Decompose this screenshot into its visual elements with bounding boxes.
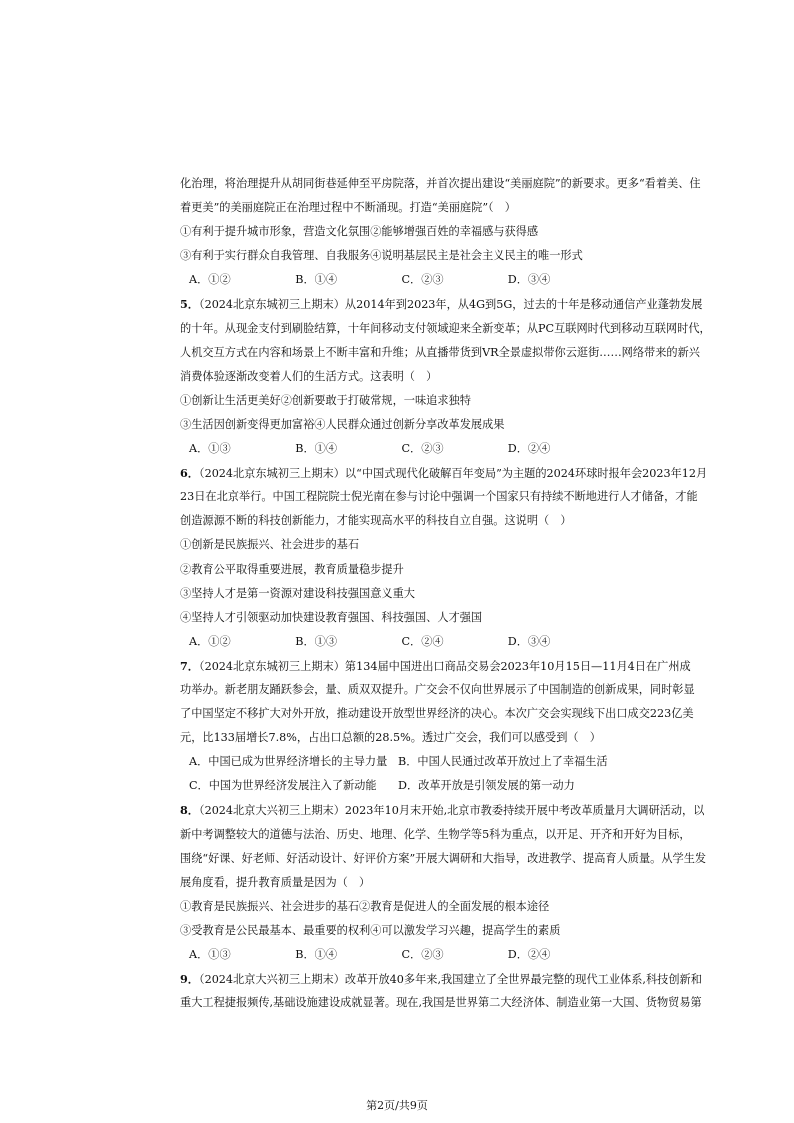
question-4-continuation xyxy=(180,172,701,292)
text-line: 23日在北京举行。中国工程院院士倪光南在参与讨论中强调一个国家只有持续不断地进行人才储备，才能 xyxy=(180,490,698,504)
text-line: 功举办。新老朋友踊跃参会，量、质双双提升。广交会不仅向世界展示了中国制造的创新成果，同时彰显 xyxy=(180,682,695,696)
option-d: D．③④ xyxy=(507,634,551,648)
answer-options xyxy=(180,943,614,967)
question-stem: （2024北京东城初三上期末）从2014年到2023年，从4G到5G，过去的十年是移动通信产业蓬勃发展 xyxy=(198,298,703,312)
text-line: 围绕“好课、好老师、好活动设计、好评价方案”开展大调研和大指导，改进教学、提高育人质量。从学生发 xyxy=(180,851,707,865)
text-line: 元，比133届增长7.8%，占出口总额的28.5%。透过广交会，我们可以感受到（ ） xyxy=(180,731,601,745)
option-a: A．①③ xyxy=(189,442,231,456)
question-number: 6． xyxy=(180,466,199,481)
text-line: ③有利于实行群众自我管理、自我服务④说明基层民主是社会主义民主的唯一形式 xyxy=(180,249,583,263)
option-b: B．①③ xyxy=(295,634,338,648)
option-c: C．②③ xyxy=(401,273,444,287)
text-line xyxy=(180,461,708,485)
option-d: D．②④ xyxy=(507,948,551,961)
option-a: A．①③ xyxy=(189,948,231,961)
text-line: 新中考调整较大的道德与法治、历史、地理、化学、生物学等5科为重点，以开足、开齐和开好为目标， xyxy=(180,827,691,841)
question-number: 8． xyxy=(180,803,199,818)
answer-options xyxy=(180,268,614,292)
text-line: 展角度看，提升教育质量是因为（ ） xyxy=(180,875,371,889)
text-line: 着更美”的美丽庭院正在治理过程中不断涌现。打造“美丽庭院”（ ） xyxy=(180,201,516,215)
text-line xyxy=(180,967,702,991)
text-line: 消费体验逐渐改变着人们的生活方式。这表明（ ） xyxy=(180,369,438,383)
question-stem: （2024北京东城初三上期末）第134届中国进出口商品交易会2023年10月15日—11月4日在广州成 xyxy=(198,659,691,673)
option-d: D．③④ xyxy=(507,273,551,287)
text-line: ②教育公平取得重要进展，教育质量稳步提升 xyxy=(180,562,404,576)
answer-options-row-1 xyxy=(180,750,614,774)
question-9 xyxy=(180,967,702,1015)
text-line: 的十年。从现金支付到刷脸结算，十年间移动支付领域迎来全新变革；从PC互联网时代到移动互联网时代， xyxy=(180,321,711,335)
text-line: 了中国坚定不移扩大对外开放，推动建设开放型世界经济的决心。本次广交会实现线下出口成交223亿美 xyxy=(180,707,694,721)
answer-options xyxy=(180,630,614,654)
question-number: 9． xyxy=(180,972,199,987)
text-line: ④坚持人才引领驱动加快建设教育强国、科技强国、人才强国 xyxy=(180,610,483,624)
text-line: 化治理，将治理提升从胡同街巷延伸至平房院落，并首次提出建设“美丽庭院”的新要求。更多“看着美、住 xyxy=(180,177,701,190)
text-line: ③坚持人才是第一资源对建设科技强国意义重大 xyxy=(180,586,415,600)
text-line: 人机交互方式在内容和场景上不断丰富和升维；从直播带货到VR全景虚拟带你云逛街……网络带来的新兴 xyxy=(180,345,700,359)
option-b: B．①④ xyxy=(295,948,338,961)
question-8 xyxy=(180,798,707,967)
option-a: A．中国已成为世界经济增长的主导力量 xyxy=(189,755,388,769)
page-content xyxy=(180,172,711,1015)
question-stem: （2024北京大兴初三上期末）2023年10月末开始,北京市教委持续开展中考改革质量月大调研活动，以 xyxy=(198,804,705,818)
option-c: C．中国为世界经济发展注入了新动能 xyxy=(189,779,377,793)
text-line: ①教育是民族振兴、社会进步的基石②教育是促进人的全面发展的根本途径 xyxy=(180,899,550,913)
option-b: B．①④ xyxy=(295,442,338,456)
text-line xyxy=(180,798,705,822)
option-a: A．①② xyxy=(189,634,231,648)
text-line: ①有利于提升城市形象，营造文化氛围②能够增强百姓的幸福感与获得感 xyxy=(180,225,539,239)
text-line xyxy=(180,292,703,316)
text-line: ③受教育是公民最基本、最重要的权利④可以激发学习兴趣，提高学生的素质 xyxy=(180,923,561,937)
text-line: ①创新是民族振兴、社会进步的基石 xyxy=(180,538,360,552)
text-line: 重大工程捷报频传,基础设施建设成就显著。现在,我国是世界第二大经济体、制造业第一大国、货物贸易第 xyxy=(180,996,702,1010)
question-6 xyxy=(180,461,708,654)
option-b: B．中国人民通过改革开放过上了幸福生活 xyxy=(398,755,608,769)
text-line: ①创新让生活更美好②创新要敢于打破常规，一味追求独特 xyxy=(180,393,471,407)
option-c: C．②③ xyxy=(401,442,444,456)
question-number: 7． xyxy=(180,658,199,673)
question-number: 5． xyxy=(180,297,199,312)
option-d: D．改革开放是引领发展的第一动力 xyxy=(398,779,575,793)
option-c: C．②④ xyxy=(401,634,444,648)
question-stem: （2024北京东城初三上期末）以“中国式现代化破解百年变局”为主题的2024环球时报年会2023年12月 xyxy=(198,467,708,481)
question-7 xyxy=(180,654,695,799)
text-line xyxy=(180,654,691,678)
option-b: B．①④ xyxy=(295,273,338,287)
answer-options xyxy=(180,437,614,461)
answer-options-row-2 xyxy=(180,774,614,798)
option-c: C．②③ xyxy=(401,948,444,961)
option-a: A．①② xyxy=(189,273,231,287)
text-line: ③生活因创新变得更加富裕④人民群众通过创新分享改革发展成果 xyxy=(180,417,505,431)
page-footer: 第2页/共9页 xyxy=(366,1099,428,1112)
text-line: 创造源源不断的科技创新能力，才能实现高水平的科技自立自强。这说明（ ） xyxy=(180,514,572,528)
option-d: D．②④ xyxy=(507,442,551,456)
question-5 xyxy=(180,292,711,461)
question-stem: （2024北京大兴初三上期末）改革开放40多年来,我国建立了全世界最完整的现代工业体系,科技创新和 xyxy=(198,973,702,987)
